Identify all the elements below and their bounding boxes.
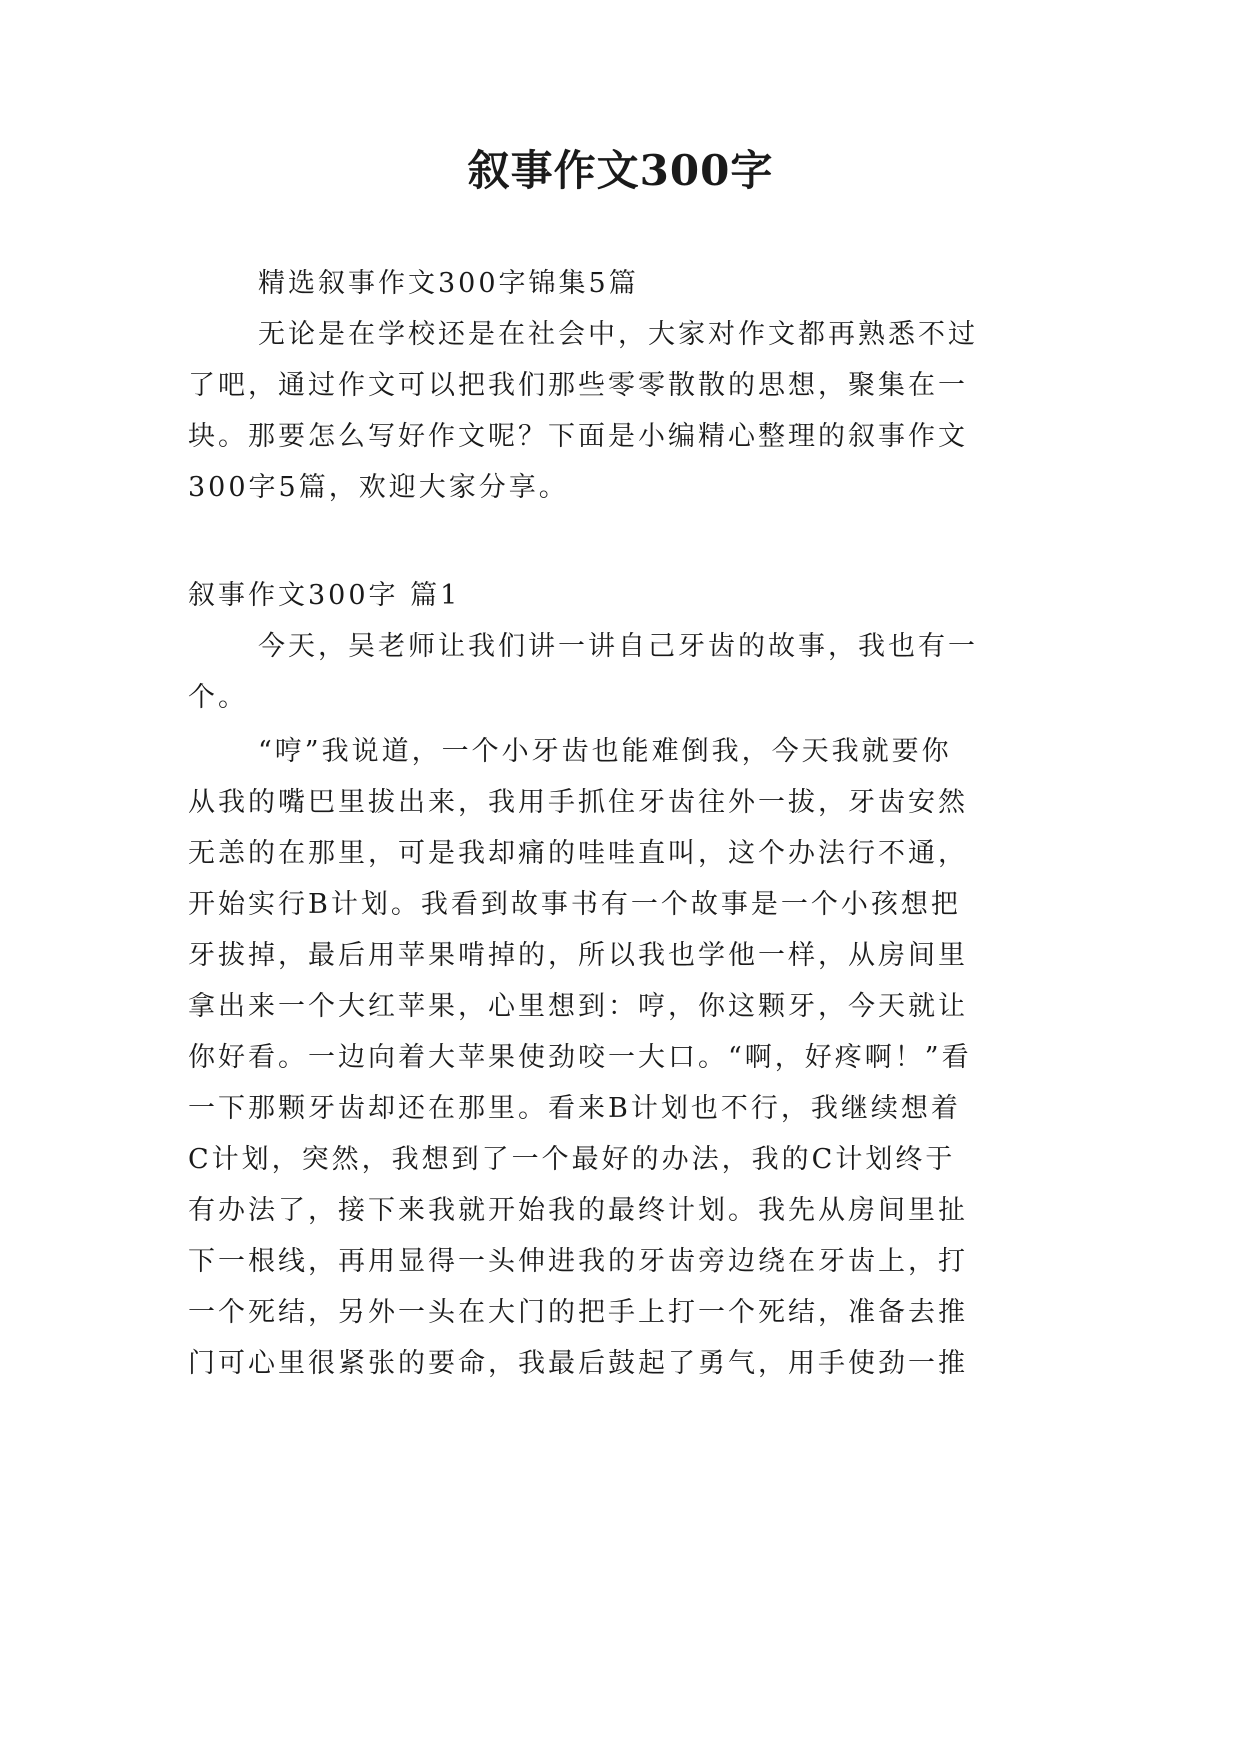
paragraph-line: “哼”我说道，一个小牙齿也能难倒我，今天我就要你 [258, 736, 952, 767]
paragraph-line: 个。 [188, 682, 248, 713]
paragraph-line: 门可心里很紧张的要命，我最后鼓起了勇气，用手使劲一推 [188, 1348, 968, 1379]
paragraph-line: 无恙的在那里，可是我却痛的哇哇直叫，这个办法行不通， [188, 838, 968, 869]
paragraph-line: 拿出来一个大红苹果，心里想到：哼，你这颗牙，今天就让 [188, 991, 968, 1022]
document-subtitle: 精选叙事作文300字锦集5篇 [258, 268, 639, 299]
intro-line: 了吧，通过作文可以把我们那些零零散散的思想，聚集在一 [188, 370, 968, 401]
paragraph-line: 有办法了，接下来我就开始我的最终计划。我先从房间里扯 [188, 1195, 968, 1226]
intro-line: 无论是在学校还是在社会中，大家对作文都再熟悉不过 [258, 319, 978, 350]
paragraph-line: C计划，突然，我想到了一个最好的办法，我的C计划终于 [188, 1144, 956, 1175]
section-heading: 叙事作文300字 篇1 [188, 580, 461, 611]
paragraph-line: 从我的嘴巴里拔出来，我用手抓住牙齿往外一拔，牙齿安然 [188, 787, 968, 818]
document-title: 叙事作文300字 [467, 146, 774, 195]
paragraph-line: 今天，吴老师让我们讲一讲自己牙齿的故事，我也有一 [258, 631, 978, 662]
paragraph-line: 下一根线，再用显得一头伸进我的牙齿旁边绕在牙齿上，打 [188, 1246, 968, 1277]
paragraph-line: 你好看。一边向着大苹果使劲咬一大口。“啊，好疼啊！”看 [188, 1042, 972, 1073]
intro-line: 块。那要怎么写好作文呢？下面是小编精心整理的叙事作文 [188, 421, 968, 452]
paragraph-line: 一下那颗牙齿却还在那里。看来B计划也不行，我继续想着 [188, 1093, 961, 1124]
intro-line: 300字5篇，欢迎大家分享。 [188, 472, 569, 503]
paragraph-line: 牙拔掉，最后用苹果啃掉的，所以我也学他一样，从房间里 [188, 940, 968, 971]
paragraph-line: 一个死结，另外一头在大门的把手上打一个死结，准备去推 [188, 1297, 968, 1328]
paragraph-line: 开始实行B计划。我看到故事书有一个故事是一个小孩想把 [188, 889, 961, 920]
